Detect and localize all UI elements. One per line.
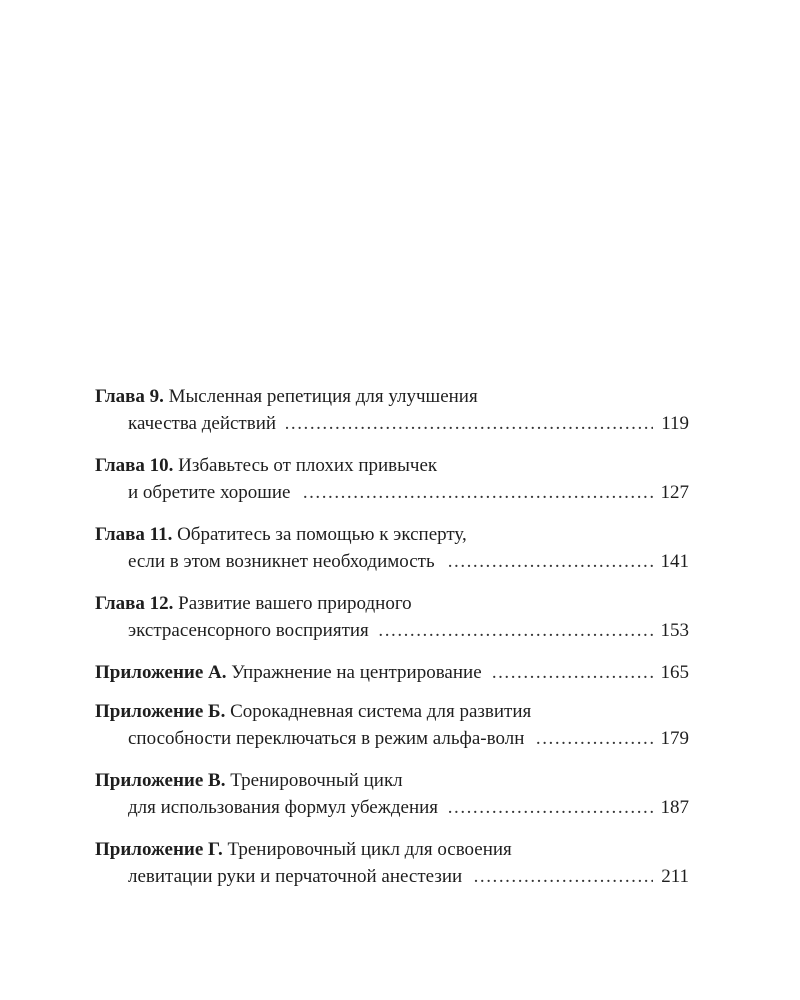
toc-entry-heading-line — [95, 767, 689, 794]
toc-entry-title: Обратитесь за помощью к эксперту, — [177, 524, 467, 545]
toc-entry-label: Приложение В. — [95, 770, 226, 791]
dot-leader — [492, 659, 653, 686]
table-of-contents — [95, 383, 689, 905]
toc-entry-title: Развитие вашего природного — [178, 593, 412, 614]
toc-entry-heading-line — [95, 698, 689, 725]
toc-entry-continuation-line — [95, 725, 689, 752]
toc-entry-title-continued: качества действий — [128, 413, 277, 434]
toc-entry-page-number: 179 — [660, 728, 689, 749]
toc-entry-title: Избавьтесь от плохих привычек — [178, 455, 438, 476]
toc-entry-label: Глава 9. — [95, 386, 164, 407]
toc-entry-continuation-line — [95, 410, 689, 437]
toc-entry-page-number: 141 — [660, 551, 689, 572]
toc-entry-label-and-title — [95, 659, 482, 686]
toc-entry-title-continued: для использования формул убеждения — [128, 797, 439, 818]
toc-entry-title-continued: левитации руки и перчаточной анестезии — [128, 866, 463, 887]
dot-leader — [300, 479, 652, 506]
dot-leader — [448, 794, 652, 821]
toc-entry-heading-line — [95, 590, 689, 617]
toc-entry-appendix-b[interactable] — [95, 698, 689, 752]
toc-entry-heading-line — [95, 659, 689, 686]
toc-entry-page-number: 165 — [660, 662, 689, 683]
dot-leader — [534, 725, 652, 752]
toc-entry-label: Глава 11. — [95, 524, 173, 545]
toc-entry-title-continued: если в этом возникнет необходимость — [128, 551, 435, 572]
toc-entry-page-number: 119 — [661, 413, 689, 434]
dot-leader — [379, 617, 653, 644]
toc-entry-label: Приложение Г. — [95, 839, 223, 860]
toc-entry-continuation-line — [95, 863, 689, 890]
toc-entry-title-continued: экстрасенсорного восприятия — [128, 620, 369, 641]
toc-entry-title-continued: способности переключаться в режим альфа-волн — [128, 728, 525, 749]
toc-entry-page-number: 211 — [661, 866, 689, 887]
toc-entry-title: Упражнение на центрирование — [231, 662, 482, 683]
toc-entry-title: Сорокадневная система для развития — [230, 701, 532, 722]
toc-entry-label: Глава 12. — [95, 593, 174, 614]
toc-entry-chapter-12[interactable] — [95, 590, 689, 644]
toc-entry-label: Приложение А. — [95, 662, 227, 683]
toc-entry-continuation-line — [95, 794, 689, 821]
toc-entry-title: Мысленная репетиция для улучшения — [168, 386, 478, 407]
toc-entry-heading-line — [95, 521, 689, 548]
toc-entry-appendix-g[interactable] — [95, 836, 689, 890]
toc-entry-continuation-line — [95, 548, 689, 575]
toc-entry-page-number: 153 — [660, 620, 689, 641]
toc-entry-continuation-line — [95, 617, 689, 644]
toc-entry-chapter-10[interactable] — [95, 452, 689, 506]
toc-entry-chapter-11[interactable] — [95, 521, 689, 575]
toc-entry-title: Тренировочный цикл для освоения — [227, 839, 512, 860]
dot-leader — [445, 548, 653, 575]
toc-entry-appendix-a[interactable] — [95, 659, 689, 686]
toc-entry-heading-line — [95, 383, 689, 410]
toc-entry-heading-line — [95, 836, 689, 863]
toc-entry-title: Тренировочный цикл — [230, 770, 403, 791]
toc-entry-label: Глава 10. — [95, 455, 174, 476]
toc-entry-appendix-v[interactable] — [95, 767, 689, 821]
toc-entry-title-continued: и обретите хорошие — [128, 482, 291, 503]
dot-leader — [286, 410, 653, 437]
toc-entry-continuation-line — [95, 479, 689, 506]
dot-leader — [472, 863, 653, 890]
toc-entry-chapter-9[interactable] — [95, 383, 689, 437]
toc-entry-page-number: 127 — [660, 482, 689, 503]
toc-entry-label: Приложение Б. — [95, 701, 226, 722]
toc-entry-heading-line — [95, 452, 689, 479]
toc-entry-page-number: 187 — [660, 797, 689, 818]
